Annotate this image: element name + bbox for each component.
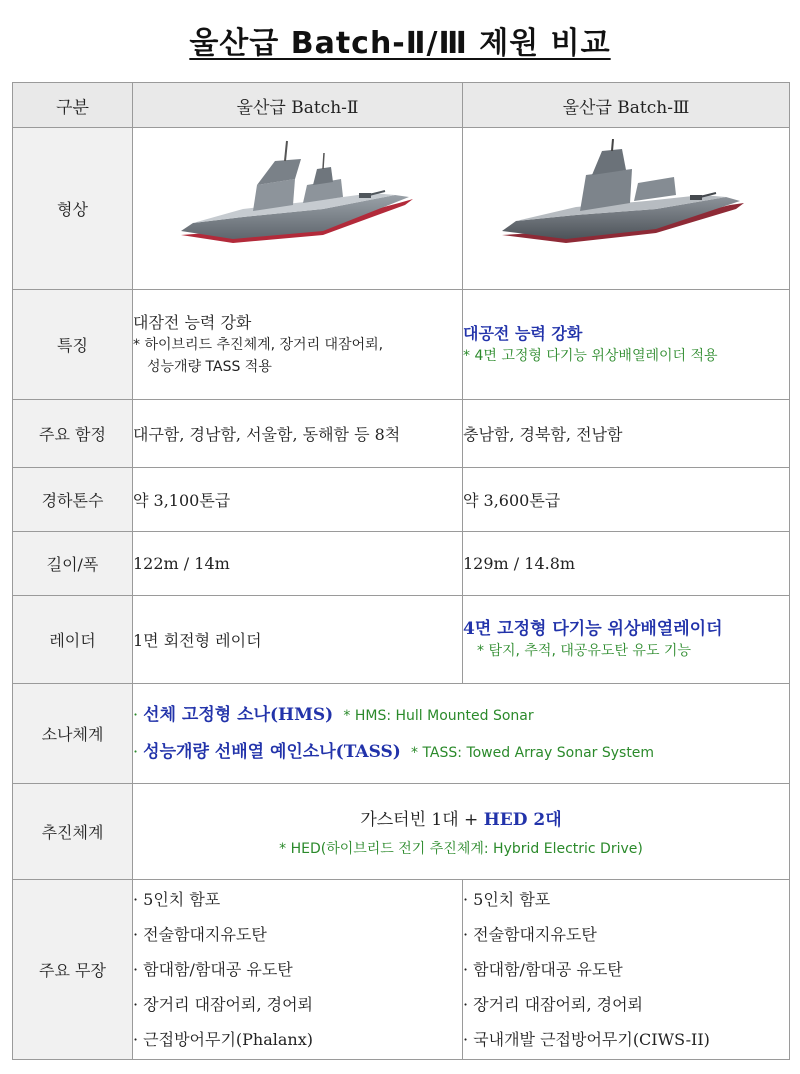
feature-b3-main: 대공전 능력 강화 [463,323,583,343]
weapon-item: · 전술함대지유도탄 [133,925,267,944]
row-dimensions [13,532,790,596]
label-propulsion: 추진체계 [13,784,133,880]
propulsion-note: * HED(하이브리드 전기 추진체계: Hybrid Electric Drive) [279,841,643,857]
radar-b3-note: * 탐지, 추적, 대공유도탄 유도 기능 [477,642,691,659]
weapon-item: · 근접방어무기(Phalanx) [133,1030,313,1049]
radar-batch3 [463,596,790,684]
feature-b3-note: * 4면 고정형 다기능 위상배열레이더 적용 [463,347,718,364]
ship-image-batch3 [463,128,790,290]
weapon-item: · 함대함/함대공 유도탄 [133,960,293,979]
sonar-note-tass: * TASS: Towed Array Sonar System [411,744,655,761]
label-dimensions: 길이/폭 [13,532,133,596]
sonar-combined: · 선체 고정형 소나(HMS) * HMS: Hull Mounted Sonar · 성능개량 선배열 예인소나(TASS) * TASS: Towed Array Sonar System [133,684,790,784]
weapon-item: · 장거리 대잠어뢰, 경어뢰 [133,995,313,1014]
weapon-item: · 5인치 함포 [463,890,551,909]
sonar-item-tass: 성능개량 선배열 예인소나(TASS) [143,741,401,762]
propulsion-main: 가스터빈 1대 + [360,810,484,830]
label-shape: 형상 [13,128,133,290]
ships-batch3: 충남함, 경북함, 전남함 [463,400,790,468]
frigate-batch3-icon [496,139,756,279]
row-ships [13,400,790,468]
row-propulsion [13,784,790,880]
header-batch2: 울산급 Batch-Ⅱ [133,83,463,128]
propulsion-hed: HED 2대 [483,810,562,830]
row-shape [13,128,790,290]
radar-b3-main: 4면 고정형 다기능 위상배열레이더 [463,618,723,639]
feature-b2-note1: * 하이브리드 추진체계, 장거리 대잠어뢰, [133,336,384,353]
label-sonar: 소나체계 [13,684,133,784]
weapon-item: · 장거리 대잠어뢰, 경어뢰 [463,995,643,1014]
radar-batch2: 1면 회전형 레이더 [133,596,463,684]
label-ships: 주요 함정 [13,400,133,468]
ship-image-batch2 [133,128,463,290]
label-features: 특징 [13,290,133,400]
frigate-batch2-icon [173,139,423,279]
sonar-note-hms: * HMS: Hull Mounted Sonar [343,707,534,724]
row-features [13,290,790,400]
weapon-item: · 함대함/함대공 유도탄 [463,960,623,979]
header-batch3: 울산급 Batch-Ⅲ [463,83,790,128]
label-radar: 레이더 [13,596,133,684]
row-displacement [13,468,790,532]
propulsion-combined [133,784,790,880]
row-radar [13,596,790,684]
weapons-batch3 [463,880,790,1060]
feature-b2-main: 대잠전 능력 강화 [133,312,252,332]
header-category: 구분 [13,83,133,128]
weapon-item: · 국내개발 근접방어무기(CIWS-II) [463,1030,710,1049]
weapon-item: · 전술함대지유도탄 [463,925,597,944]
label-displacement: 경하톤수 [13,468,133,532]
displacement-batch2: 약 3,100톤급 [133,468,463,532]
features-batch2 [133,290,463,400]
row-weapons [13,880,790,1060]
header-row [13,83,790,128]
features-batch3 [463,290,790,400]
comparison-table [12,82,790,1060]
page-title: 울산급 Batch-Ⅱ/Ⅲ 제원 비교 [189,26,611,61]
displacement-batch3: 약 3,600톤급 [463,468,790,532]
sonar-item-hms: 선체 고정형 소나(HMS) [143,704,334,725]
label-weapons: 주요 무장 [13,880,133,1060]
weapons-batch2 [133,880,463,1060]
row-sonar [13,684,790,784]
dimensions-batch3: 129m / 14.8m [463,532,790,596]
feature-b2-note2: 성능개량 TASS 적용 [147,358,272,375]
ships-batch2: 대구함, 경남함, 서울함, 동해함 등 8척 [133,400,463,468]
dimensions-batch2: 122m / 14m [133,532,463,596]
weapon-item: · 5인치 함포 [133,890,221,909]
